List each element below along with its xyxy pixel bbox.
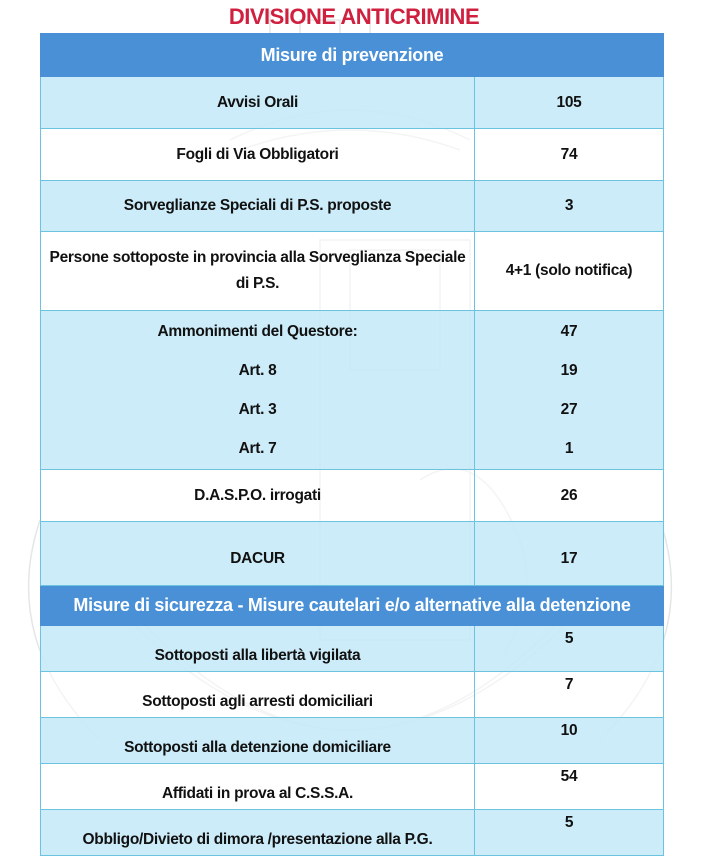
row-label: Art. 8 — [238, 362, 277, 379]
row-value: 27 — [560, 401, 578, 418]
row-value: 17 — [475, 522, 664, 586]
table-row — [41, 129, 664, 181]
row-value: 26 — [475, 470, 664, 522]
table-row — [41, 470, 664, 522]
row-label: Sorveglianze Speciali di P.S. proposte — [41, 181, 475, 232]
table-row — [41, 181, 664, 232]
row-label: Avvisi Orali — [41, 77, 475, 129]
row-value: 1 — [564, 440, 574, 457]
row-value: 54 — [475, 764, 664, 810]
row-label: Affidati in prova al C.S.S.A. — [41, 764, 475, 810]
section-header — [41, 586, 664, 626]
table-row — [41, 232, 664, 311]
row-value: 5 — [475, 626, 664, 672]
section-header — [41, 34, 664, 77]
row-value-group — [475, 311, 664, 470]
row-value: 4+1 (solo notifica) — [475, 232, 664, 311]
row-label: Art. 3 — [238, 401, 277, 418]
row-label: Ammonimenti del Questore: — [157, 323, 358, 340]
table-row — [41, 810, 664, 856]
row-label: Sottoposti alla libertà vigilata — [41, 626, 475, 672]
row-value: 74 — [475, 129, 664, 181]
statistics-table — [40, 33, 664, 856]
table-row — [41, 311, 664, 470]
row-value: 19 — [560, 362, 578, 379]
section-header-prevention: Misure di prevenzione — [41, 34, 664, 77]
table-row — [41, 764, 664, 810]
row-label: Sottoposti alla detenzione domiciliare — [41, 718, 475, 764]
section-header-security: Misure di sicurezza - Misure cautelari e/o alternative alla detenzione — [41, 586, 664, 626]
row-value: 7 — [475, 672, 664, 718]
page-title: DIVISIONE ANTICRIMINE — [228, 4, 480, 29]
row-label: DACUR — [41, 522, 475, 586]
row-label: Sottoposti agli arresti domiciliari — [41, 672, 475, 718]
table-row — [41, 77, 664, 129]
table-row — [41, 626, 664, 672]
table-row — [41, 718, 664, 764]
row-label: Persone sottoposte in provincia alla Sorveglianza Speciale di P.S. — [41, 232, 475, 311]
row-label: Fogli di Via Obbligatori — [41, 129, 475, 181]
table-row — [41, 522, 664, 586]
row-value: 10 — [475, 718, 664, 764]
row-value: 47 — [560, 323, 578, 340]
row-label: D.A.S.P.O. irrogati — [41, 470, 475, 522]
row-value: 3 — [475, 181, 664, 232]
row-label: Art. 7 — [238, 440, 277, 457]
row-label: Obbligo/Divieto di dimora /presentazione alla P.G. — [41, 810, 475, 856]
row-value: 105 — [475, 77, 664, 129]
table-row — [41, 672, 664, 718]
row-label-group — [41, 311, 475, 470]
row-value: 5 — [475, 810, 664, 856]
